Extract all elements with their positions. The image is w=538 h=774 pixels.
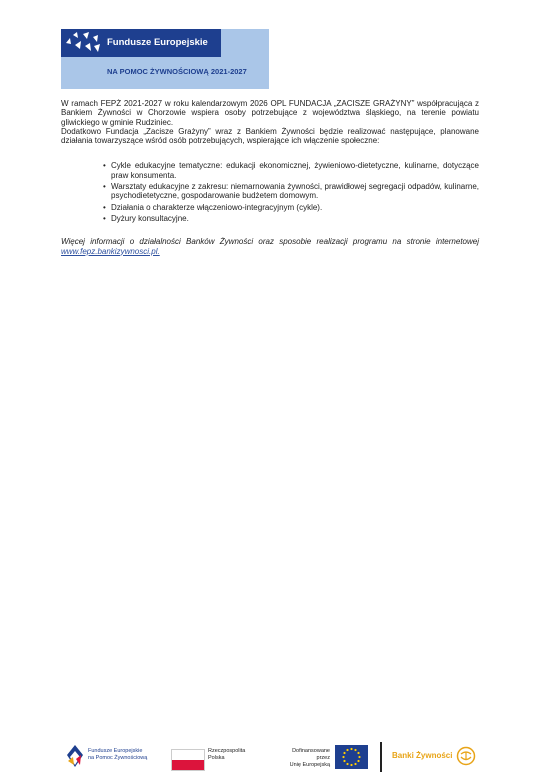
banki-zywnosci-logo-icon xyxy=(456,746,476,766)
list-item xyxy=(103,161,479,180)
list-item xyxy=(103,213,479,223)
poland-flag-icon xyxy=(171,749,205,771)
footer-eu-line2: Unię Europejską xyxy=(289,762,330,768)
list-item-text: Cykle edukacyjne tematyczne: edukacji ekonomicznej, żywieniowo-dietetyczne, kulinarne, dotyczące praw konsumenta. xyxy=(111,161,479,180)
footer-fe-line2: na Pomoc Żywnościową xyxy=(88,755,148,761)
more-info-paragraph xyxy=(61,237,479,256)
footer-eu-label xyxy=(280,748,330,769)
intro-paragraph: W ramach FEPŻ 2021-2027 w roku kalendarzowym 2026 OPL FUNDACJA „ZACISZE GRAŻYNY” współpracująca z Bankiem Żywności w Chorzowie wspiera osoby potrzebujące z województwa śląskiego, na terenie powiatu gliwickiego w gminie Rudziniec. xyxy=(61,99,479,127)
bullet-icon: • xyxy=(103,182,106,192)
bullet-icon: • xyxy=(103,213,106,223)
eu-stars-logo-icon xyxy=(63,31,103,55)
footer-fe-line1: Fundusze Europejskie xyxy=(88,748,143,754)
logo-subtitle: NA POMOC ŻYWNOŚCIOWĄ 2021-2027 xyxy=(107,67,247,76)
footer-eu-line1: Dofinansowane przez xyxy=(292,748,330,761)
footer-pl-line1: Rzeczpospolita xyxy=(208,748,246,754)
fundusze-europejskie-header-logo xyxy=(61,29,269,89)
eu-flag-icon xyxy=(335,745,368,769)
fundusze-europejskie-icon xyxy=(65,743,85,769)
banki-zywnosci-label: Banki Żywności xyxy=(392,751,453,760)
activities-paragraph: Dodatkowo Fundacja „Zacisze Grażyny” wraz z Bankiem Żywności będzie realizować następujące, planowane działania towarzyszące wśród osób potrzebujących, wspierające ich włączenie społeczne: xyxy=(61,126,479,146)
bullet-icon: • xyxy=(103,202,106,212)
document-body xyxy=(61,99,479,256)
footer-divider xyxy=(380,742,382,772)
footer-pl-label xyxy=(208,748,245,762)
footer-pl-line2: Polska xyxy=(208,755,225,761)
logo-title: Fundusze Europejskie xyxy=(107,37,208,48)
list-item-text: Warsztaty edukacyjne z zakresu: niemarnowania żywności, prawidłowej segregacji odpadów, kulinarne, psychodietetyczne, gospodarowanie budżetem domowym. xyxy=(111,182,479,201)
website-link[interactable]: www.fepz.bankizywnosci.pl. xyxy=(61,246,160,256)
activities-list xyxy=(61,161,479,223)
list-item-text: Działania o charakterze włączeniowo-integracyjnym (cykle). xyxy=(111,202,323,212)
list-item-text: Dyżury konsultacyjne. xyxy=(111,213,189,223)
list-item xyxy=(103,202,479,212)
footer-logos xyxy=(0,738,538,774)
footer-fe-label xyxy=(88,748,147,762)
more-info-text: Więcej informacji o działalności Banków Żywności oraz sposobie realizacji programu na stronie internetowej xyxy=(61,237,479,247)
list-item xyxy=(103,182,479,201)
bullet-icon: • xyxy=(103,161,106,171)
